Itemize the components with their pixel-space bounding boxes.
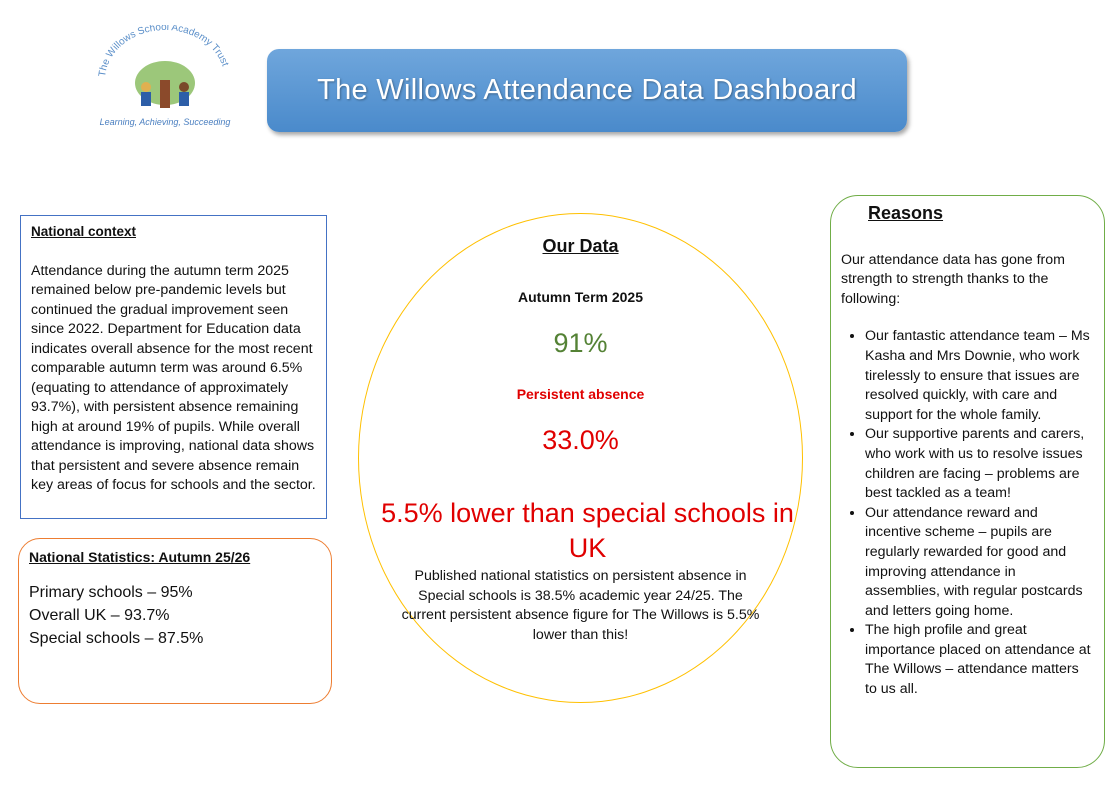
stat-overall: Overall UK – 93.7% bbox=[29, 607, 170, 624]
reason-item: • Our fantastic attendance team – Ms Kasha and Mrs Downie, who work tirelessly to ensure that issues are resolved quickly, with care and support for the whole family. bbox=[865, 327, 1094, 425]
attendance-value: 91% bbox=[553, 328, 608, 358]
svg-text:The Willows School Academy Tru: The Willows School Academy Trust bbox=[97, 25, 231, 78]
school-logo bbox=[90, 25, 240, 130]
logo-motto: Learning, Achieving, Succeeding bbox=[99, 117, 231, 127]
dashboard-title bbox=[267, 49, 907, 132]
national-stats-panel bbox=[18, 538, 332, 704]
comparison-note: Published national statistics on persistent absence in Special schools is 38.5% academic year 24/25. The current persistent absence figure for The Willows is 5.5% lower than this! bbox=[401, 568, 760, 643]
stat-primary: Primary schools – 95% bbox=[29, 584, 193, 601]
reason-item: • The high profile and great importance placed on attendance at The Willows – attendance matters to us all. bbox=[865, 621, 1094, 699]
reason-item: • Our attendance reward and incentive scheme – pupils are regularly rewarded for good and improving attendance in assemblies, with regular postcards and letters going home. bbox=[865, 504, 1094, 622]
persistent-absence-label: Persistent absence bbox=[516, 386, 645, 402]
term-label: Autumn Term 2025 bbox=[518, 289, 643, 305]
reasons-panel bbox=[830, 195, 1105, 768]
our-data-heading: Our Data bbox=[542, 236, 619, 256]
reasons-list bbox=[841, 327, 1094, 699]
title-text: The Willows Attendance Data Dashboard bbox=[317, 74, 857, 106]
stat-special: Special schools – 87.5% bbox=[29, 630, 204, 647]
national-context-panel bbox=[20, 215, 327, 519]
reasons-heading: Reasons bbox=[868, 203, 944, 223]
reason-item: • Our supportive parents and carers, who work with us to resolve issues children are facing – problems are best tackled as a team! bbox=[865, 425, 1094, 503]
national-stats-heading: National Statistics: Autumn 25/26 bbox=[29, 549, 251, 565]
national-context-body: Attendance during the autumn term 2025 remained below pre-pandemic levels but continued the gradual improvement seen since 2022. Department for Education data indicates overall absence for the most recent comparable autumn term was around 6.5% (equating to attendance of approximately 93.7%), with persistent absence remaining high at around 19% of pupils. While overall attendance is improving, national data shows that persistent and severe absence remain key areas of focus for schools and the sector. bbox=[31, 262, 316, 493]
national-context-heading: National context bbox=[31, 224, 137, 239]
reasons-intro: Our attendance data has gone from strength to strength thanks to the following: bbox=[841, 251, 1065, 307]
our-data-panel bbox=[358, 213, 803, 703]
persistent-absence-value: 33.0% bbox=[542, 425, 619, 455]
comparison-text: 5.5% lower than special schools in UK bbox=[381, 498, 794, 563]
